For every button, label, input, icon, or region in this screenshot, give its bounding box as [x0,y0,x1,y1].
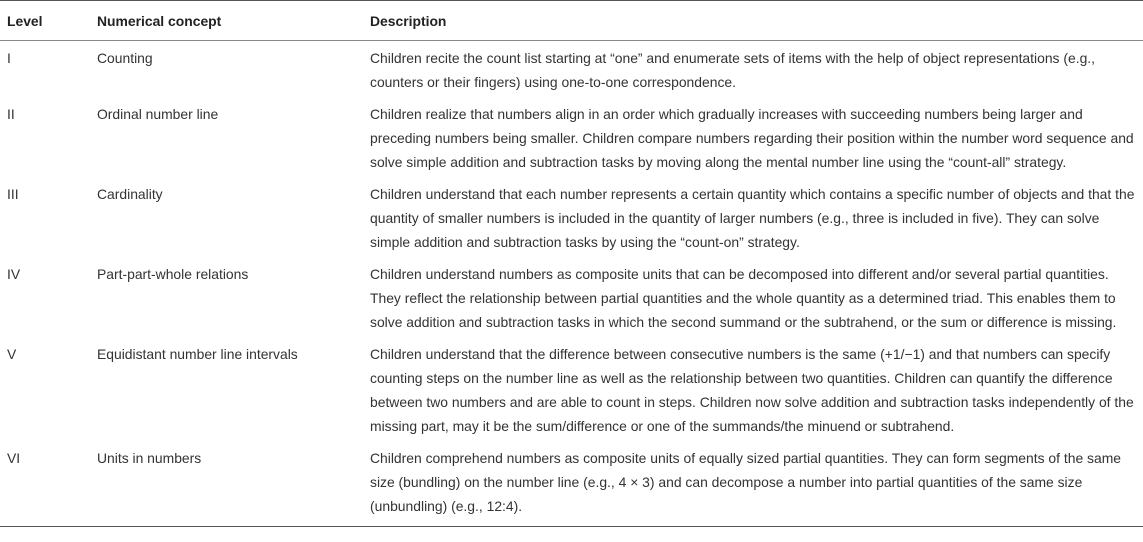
table-row [0,97,1143,177]
cell-description: Children realize that numbers align in an order which gradually increases with succeeding numbers being larger and preceding numbers being smaller. Children compare numbers regarding their position within the number word sequence and solve simple addition and subtraction tasks by moving along the mental number line using the “count-all” strategy. [370,106,1134,170]
header-level: Level [0,1,97,41]
cell-concept: Part-part-whole relations [97,266,249,282]
cell-description: Children understand that each number represents a certain quantity which contains a specific number of objects and that the quantity of smaller numbers is included in the quantity of larger numbers (e.g., three is included in five). They can solve simple addition and subtraction tasks by using the “count-on” strategy. [370,186,1135,250]
header-numerical-concept: Numerical concept [97,1,370,41]
cell-level: V [7,346,17,362]
cell-level: IV [7,266,21,282]
cell-description: Children understand that the difference between consecutive numbers is the same (+1/−1) and that numbers can specify counting steps on the number line as well as the relationship between two quantities. Children can quantify the difference between two numbers and are able to count in steps. Children now solve addition and subtraction tasks independently of the missing part, may it be the sum/difference or one of the summands/the minuend or subtrahend. [370,346,1134,434]
cell-level: II [7,106,15,122]
table-row [0,177,1143,257]
header-row [0,1,1143,41]
cell-level: III [7,186,19,202]
cell-level: I [7,50,11,66]
header-description: Description [370,1,1143,41]
cell-description: Children understand numbers as composite units that can be decomposed into different and/or several partial quantities. They reflect the relationship between partial quantities and the whole quantity as a determined triad. This enables them to solve addition and subtraction tasks in which the second summand or the subtrahend, or the sum or difference is missing. [370,266,1117,330]
cell-concept: Ordinal number line [97,106,219,122]
cell-description: Children comprehend numbers as composite units of equally sized partial quantities. They can form segments of the same size (bundling) on the number line (e.g., 4 × 3) and can decompose a number into partial quantities of the same size (unbundling) (e.g., 12:4). [370,441,1143,527]
table-row [0,337,1143,441]
cell-concept: Equidistant number line intervals [97,346,298,362]
cell-concept: Counting [97,50,153,66]
cell-description: Children recite the count list starting at “one” and enumerate sets of items with the help of object representations (e.g., counters or their fingers) using one-to-one correspondence. [370,50,1096,90]
table-header [0,1,1143,41]
table-body [0,41,1143,527]
table-row [0,41,1143,98]
cell-level: VI [0,441,97,527]
table-row [0,257,1143,337]
cell-concept: Units in numbers [97,441,370,527]
cell-concept: Cardinality [97,186,163,202]
table-row [0,441,1143,527]
